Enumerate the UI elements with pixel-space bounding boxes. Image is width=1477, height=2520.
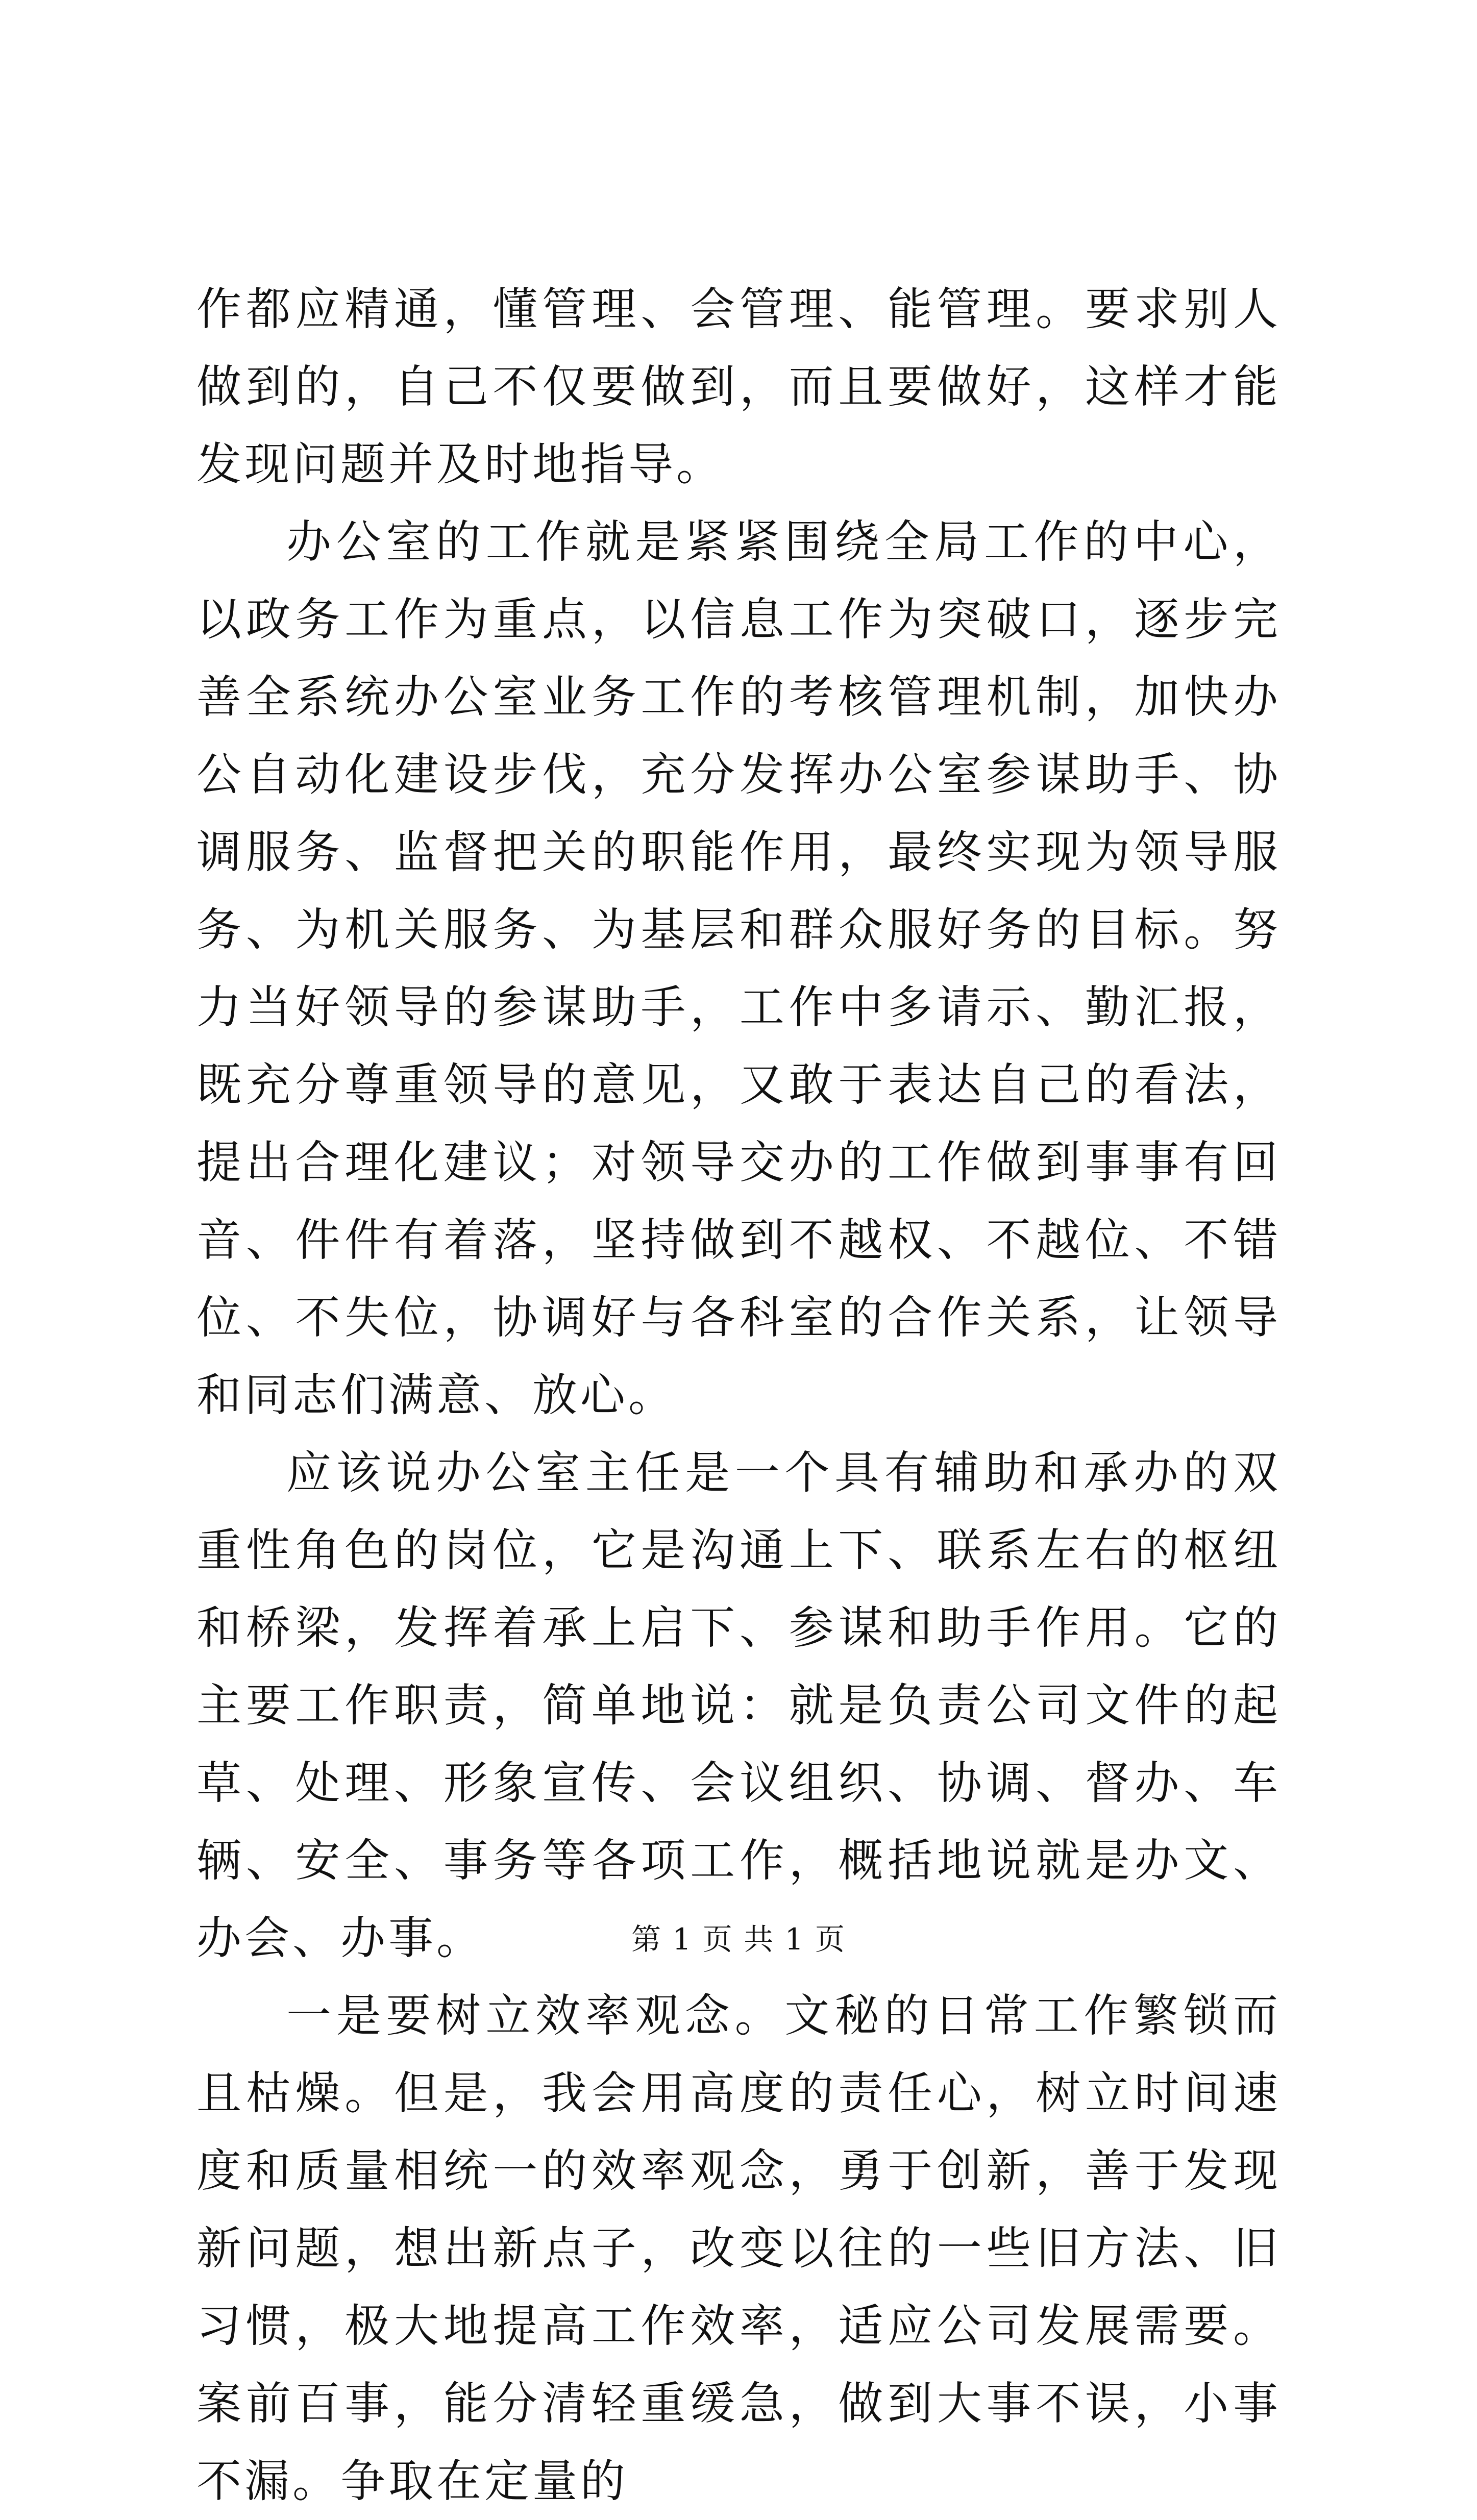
document-body xyxy=(196,270,1281,2520)
page-footer: 第 1 页 共 1 页 xyxy=(631,1922,846,1957)
paragraph-4: 一是要树立效率观念。文秘的日常工作繁锁而且枯燥。但是，我会用高度的责任心，树立时间速度和质量相统一的效率观念，勇于创新，善于发现新问题，想出新点子，改变以往的一些旧方法、旧习惯，极大地提高工作效率，适应公司发展需要。案前百事，能分清轻重缓急，做到大事不误，小事不漏。争取在定量的 xyxy=(196,1989,1281,2507)
paragraph-1: 作都应精通，懂管理、会管理、能管理。要求别人做到的，自己不仅要做到，而且要做好，这样才能发现问题并及时地指导。 xyxy=(196,283,1281,490)
paragraph-3: 应该说办公室主任是一个具有辅助和承办的双重性角色的岗位，它是沟通上下、联系左右的枢纽和桥梁，发挥着承上启下、参谋和助手作用。它的主要工作职责，简单地说：就是负责公司文件的起草、处理、形象宣传、会议组织、协调、督办、车辆、安全、事务等各项工作，概括地说就是办文、办会、办事。 xyxy=(196,1446,1281,1964)
paragraph-2: 办公室的工作就是紧紧围绕全局工作的中心，以政务工作为重点，以信息工作为突破口，逐步完善全系统办公室业务工作的考核管理机制，加快办公自动化建设步伐，充分发挥办公室参谋助手、协调服务、监督把关的职能作用，最终实现为领导服务、为机关服务、为基层和群众服好务的目标。努力当好领导的参谋助手，工作中多请示、勤汇报，既充分尊重领导的意见，又敢于表达自己的看法，提出合理化建议；对领导交办的工作做到事事有回音、件件有着落，坚持做到不越权、不越位、不错位、不失位，协调好与各科室的合作关系，让领导和同志们满意、放心。 xyxy=(196,515,1281,1421)
